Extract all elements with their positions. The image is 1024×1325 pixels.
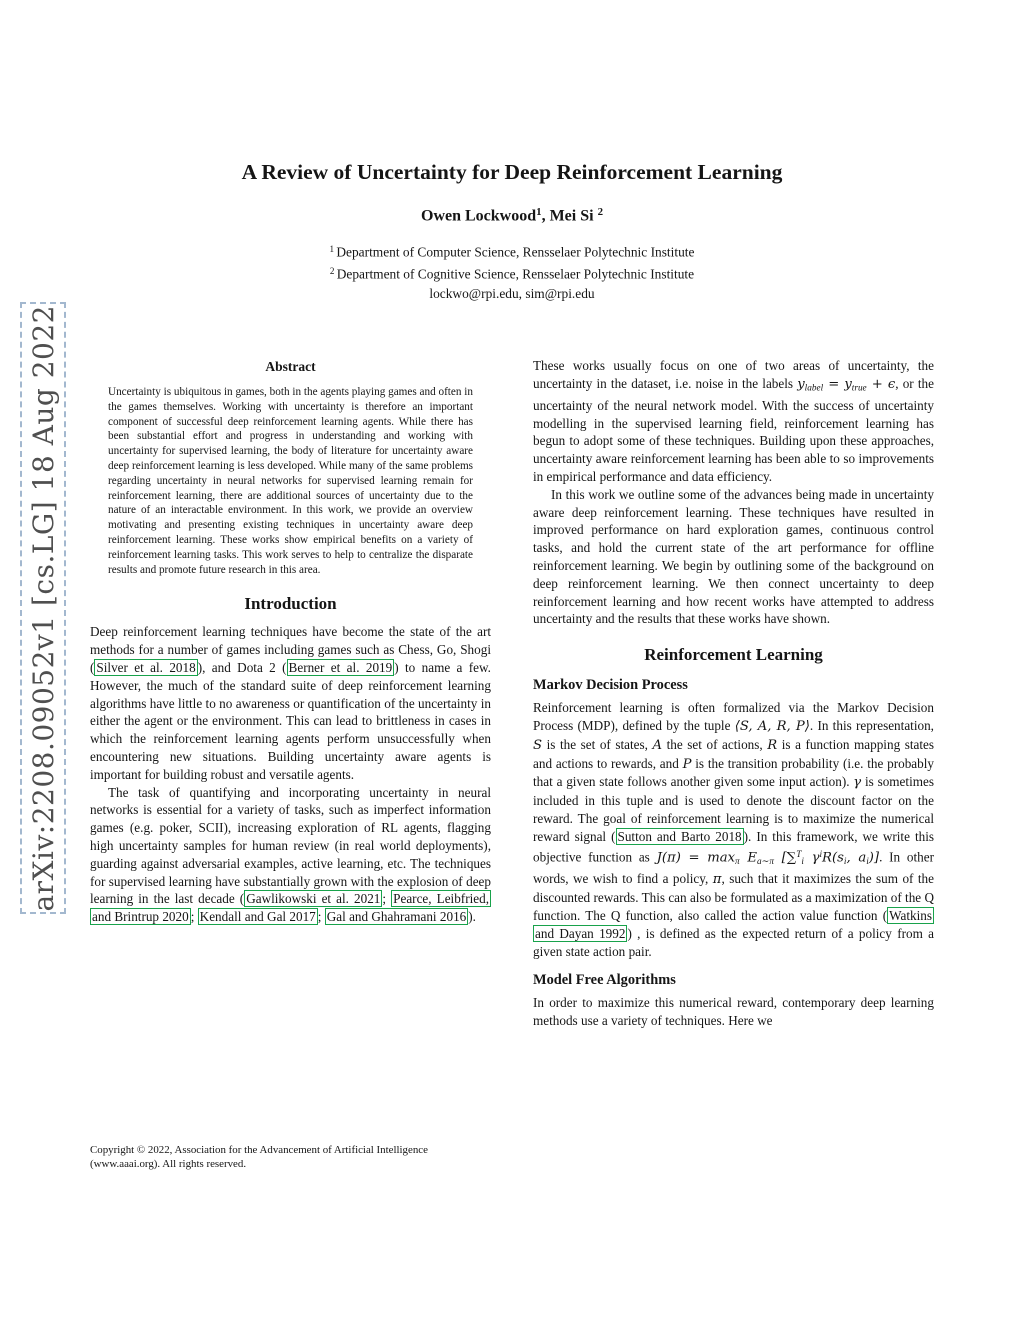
text-span: i <box>801 855 804 866</box>
text-span: [∑ <box>773 850 797 866</box>
right-column <box>533 357 934 1030</box>
text-span: γ <box>853 775 862 791</box>
text-span: true <box>851 382 867 393</box>
text-span: E <box>739 850 757 866</box>
citation-link[interactable]: Kendall and Gal 2017 <box>199 909 316 925</box>
subsection-heading-mdp: Markov Decision Process <box>533 677 688 694</box>
text-span: A <box>652 737 663 753</box>
subsection-heading-model-free: Model Free Algorithms <box>533 972 676 989</box>
mdp-paragraph: Reinforcement learning is often formalized via the Markov Decision Process (MDP), defined by the tuple ⟨S, A, R, P⟩. In this representation, S is the set of states, A the set of actions, R is a function mapping states and actions to rewards, and P is the transition probability (i.e. the probably that a given state follows another given some input action). γ is sometimes included in this tuple and is used to denote the discount factor on the reward. The goal of reinforcement learning is to maximize the numerical reward signal ( Sutton and Barto 2018 ). In this framework, we write this objective function as J(π) = maxπ Ea∼π [∑$^T$i $\gamma^iR(si$, ai)]. In other words, we wish to find a policy, π, such that it maximizes the sum of the discounted rewards. This can also be formulated as a maximization of the Q function. The Q function, also called the action value function ( Watkins and Dayan 1992 ) , is defined as the expected return of a policy from a given state action pair. <box>533 700 935 959</box>
author-affil-mark: 2 <box>597 206 603 218</box>
text-span: R(s <box>822 850 844 866</box>
paper-header <box>0 158 1024 303</box>
section-heading-reinforcement-learning: Reinforcement Learning <box>644 645 823 665</box>
affil-text: Department of Computer Science, Rensselaer Polytechnic Institute <box>336 244 695 260</box>
text-span: T <box>796 848 802 859</box>
author-affil-mark: 1 <box>536 206 542 218</box>
citation-link[interactable]: Gal and Ghahramani 2016 <box>326 909 467 925</box>
affil-mark: 2 <box>329 266 337 277</box>
section-heading-introduction: Introduction <box>244 594 337 614</box>
left-column <box>90 357 491 926</box>
author-name: Owen Lockwood <box>421 207 537 225</box>
affil-text: Department of Cognitive Science, Rensselaer Polytechnic Institute <box>336 267 695 283</box>
author-emails: lockwo@rpi.edu, sim@rpi.edu <box>429 285 595 301</box>
text-span: P <box>682 756 692 772</box>
citation-link[interactable]: Gawlikowski et al. 2021 <box>246 891 381 907</box>
text-span: i <box>819 848 823 859</box>
text-span: γ <box>803 850 820 866</box>
text-span: π <box>712 872 722 888</box>
right-paragraph-2: In this work we outline some of the advances being made in uncertainty aware deep reinforcement learning. These techniques have resulted in improved performance on hard exploration games, continuous control tasks, and hold the current state of the art performance for offline reinforcement learning. We begin by outlining some of the background on deep reinforcement learning. We then connect uncertainty to deep reinforcement learning and how recent works have attempted to address uncertainty and the results that these works have shown. <box>533 486 934 627</box>
right-paragraph-1: These works usually focus on one of two areas of uncertainty, the uncertainty in the dataset, i.e. noise in the labels ylabel = ytrue + ϵ, or the uncertainty of the neural network model. With the success of uncertainty modelling in the supervised learning field, reinforcement learning has begun to adopt some of these techniques. Building upon these approaches, uncertainty aware reinforcement learning has been able to so improvements in empirical performance and data efficiency. <box>533 358 934 485</box>
text-span: i <box>843 855 847 866</box>
author-name: , Mei Si <box>541 207 598 225</box>
text-span: y <box>797 376 805 392</box>
authors-line <box>0 202 1024 226</box>
intro-paragraph-1: Deep reinforcement learning techniques have become the state of the art methods for a number of games including games such as Chess, Go, Shogi ( Silver et al. 2018 ), and Dota 2 ( Berner et al. 2019 ) to name a few. However, the much of the standard suite of deep reinforcement learning algorithms have little to no awareness or quantification of the uncertainty in either the agent or the environment. This can lead to brittleness in cases in which the reinforcement learning agents perform unsuccessfully when encountering new situations. Building uncertainty aware agents is important for building robust and versatile agents. <box>90 624 491 782</box>
text-span: i <box>866 855 869 866</box>
text-span: , a <box>846 850 867 866</box>
citation-link[interactable]: Silver et al. 2018 <box>96 659 196 675</box>
text-span: J(π) = max <box>656 850 736 866</box>
text-span: R <box>767 737 778 753</box>
copyright-footnote: Copyright © 2022, Association for the Advancement of Artificial Intelligence (www.aaai.org). All rights reserved. <box>90 1144 428 1171</box>
text-span: π <box>735 855 740 866</box>
affil-mark: 1 <box>329 244 337 255</box>
text-span: label <box>804 382 824 393</box>
arxiv-stamp-box <box>20 302 66 914</box>
arxiv-stamp-text[interactable]: arXiv:2208.09052v1 [cs.LG] 18 Aug 2022 <box>26 304 60 912</box>
text-span: a∼π <box>756 855 774 866</box>
text-span: y <box>844 376 852 392</box>
model-free-paragraph: In order to maximize this numerical reward, contemporary deep learning methods use a variety of techniques. Here we <box>533 995 934 1029</box>
abstract-heading: Abstract <box>265 359 316 374</box>
text-span: )] <box>868 850 880 866</box>
citation-link[interactable]: Watkins and Dayan 1992 <box>535 907 932 941</box>
text-span: ⟨S, A, R, P⟩ <box>734 719 810 735</box>
citation-link[interactable]: Berner et al. 2019 <box>288 659 393 675</box>
citation-link[interactable]: Sutton and Barto 2018 <box>617 828 742 844</box>
paper-title: A Review of Uncertainty for Deep Reinforcement Learning <box>241 160 783 184</box>
text-span: S <box>533 737 543 753</box>
text-span: = <box>823 376 845 392</box>
intro-paragraph-2: The task of quantifying and incorporating uncertainty in neural networks is essential for a variety of tasks, such as imperfect information games (e.g. poker, SCII), increasing exploration of RL agents, flagging high uncertainty samples for human review (in real world deployments), guarding against adversarial examples, active learning, etc. The techniques for supervised learning have substantially grown with the explosion of deep learning in the last decade ( Gawlikowski et al. 2021 ; Pearce, Leibfried, and Brintrup 2020 ; Kendall and Gal 2017 ; Gal and Ghahramani 2016 ). <box>90 784 491 925</box>
citation-link[interactable]: Pearce, Leibfried, and Brintrup 2020 <box>92 891 489 925</box>
text-span: + ϵ <box>866 376 896 392</box>
affiliation-2 <box>0 262 1024 284</box>
abstract-text: Uncertainty is ubiquitous in games, both in the agents playing games and often in the games themselves. Working with uncertainty is therefore an important component of successful deep reinforcement learning agents. While there has been substantial effort and progress in understanding and working with uncertainty for supervised learning, the body of literature for uncertainty aware deep reinforcement learning is less developed. While many of the same problems regarding uncertainty in neural networks for supervised learning remain for reinforcement learning, there are additional sources of uncertainty due to the nature of an interactable environment. In this work, we provide an overview motivating and presenting existing techniques in uncertainty aware deep reinforcement learning. These works show empirical benefits on a variety of reinforcement learning tasks. This work serves to help to centralize the disparate results and promote future research in this area. <box>108 386 473 576</box>
affiliation-1 <box>0 240 1024 262</box>
